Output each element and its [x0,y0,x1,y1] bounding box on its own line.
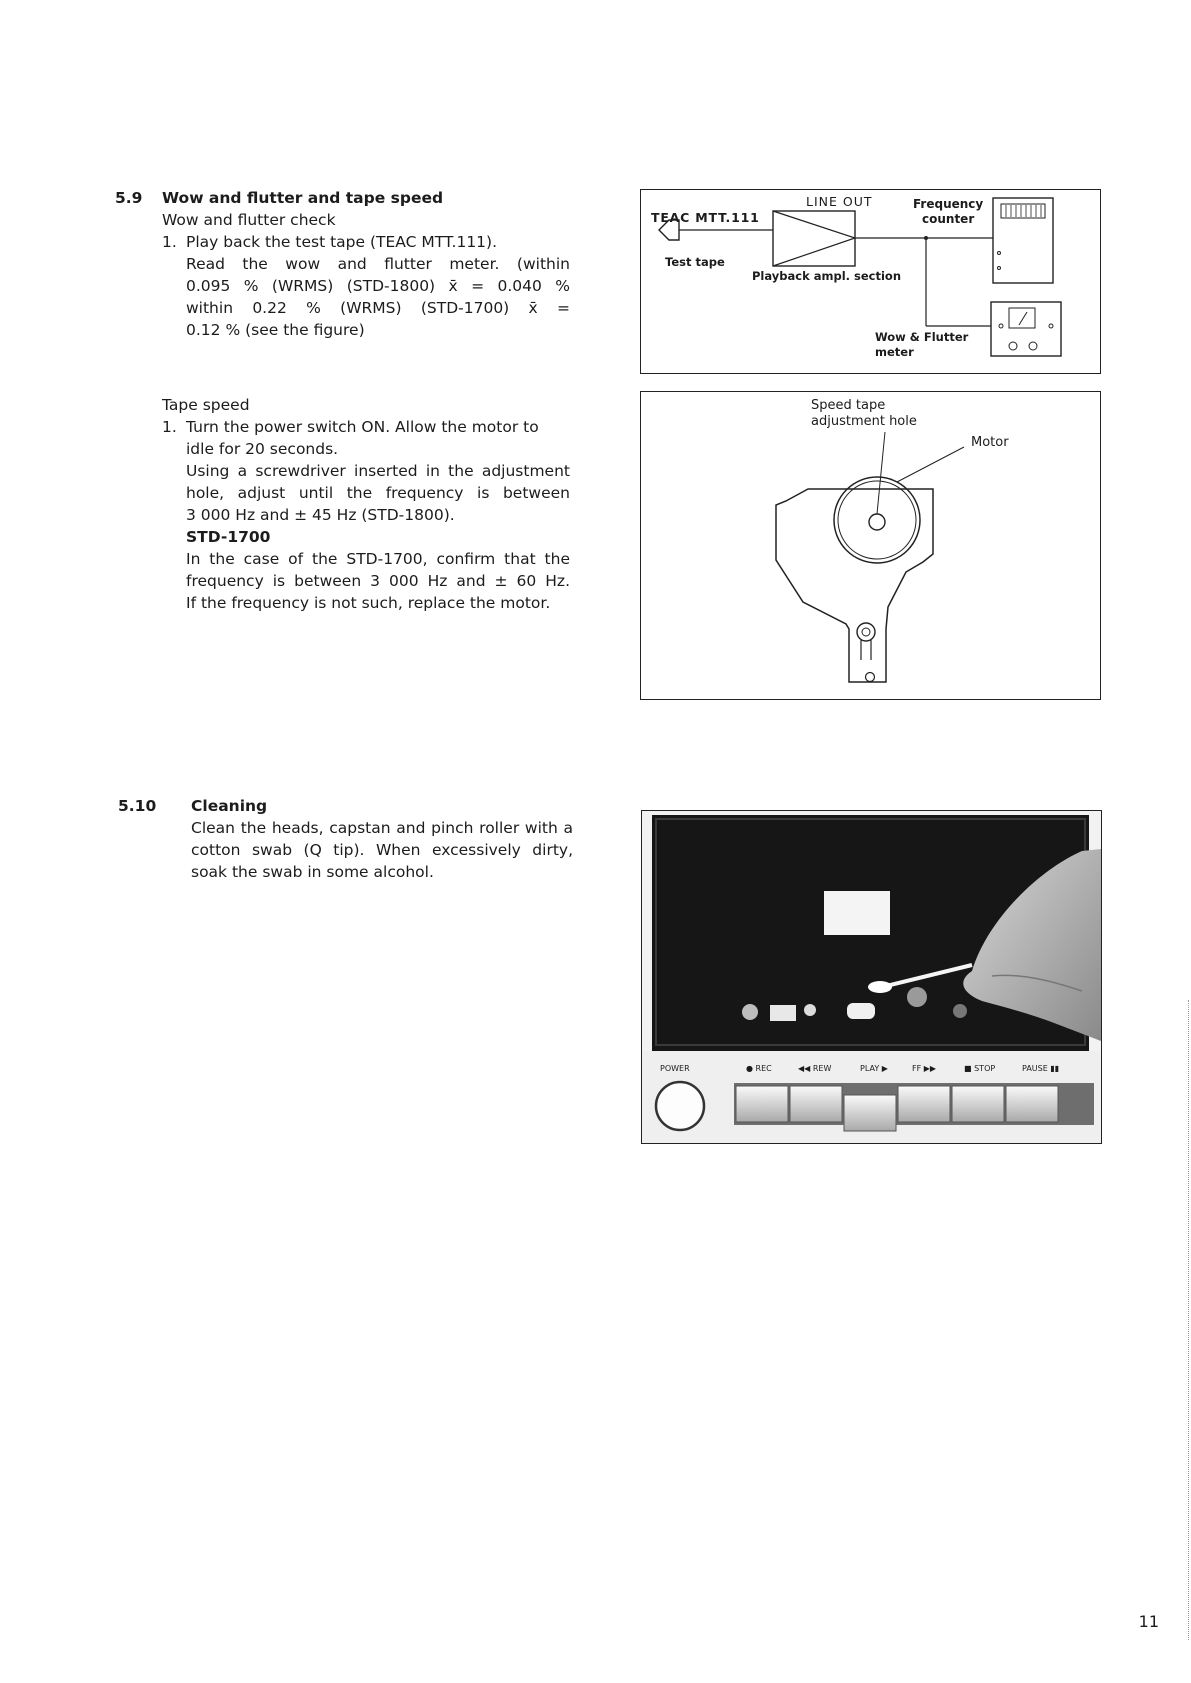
amplifier-block [773,211,855,266]
step-line: hole, adjust until the frequency is between [186,484,570,502]
step-line: idle for 20 seconds. [186,440,339,458]
body-line: soak the swab in some alcohol. [191,863,434,881]
body-line: cotton swab (Q tip). When excessively dirty, [191,841,573,859]
rec-key [736,1086,788,1122]
section-title-cleaning: Cleaning [191,797,268,815]
power-label: POWER [660,1064,690,1073]
step-line: Turn the power switch ON. Allow the motor to [186,418,539,436]
speed-tape-label: Speed tape [811,398,886,413]
counter-label: counter [922,212,975,226]
subtitle-wow-flutter-check: Wow and flutter check [162,211,336,229]
line-out-label: LINE OUT [806,194,873,209]
adjustment-hole-label: adjustment hole [811,414,917,429]
motor-icon [834,477,920,563]
step-line: Read the wow and flutter meter. (within [186,255,570,273]
section-title-wow-flutter: Wow and flutter and tape speed [162,189,444,207]
wow-flutter-diagram [640,189,1101,374]
page-number: 11 [1138,1612,1159,1631]
motor-diagram-svg [641,392,1100,699]
wow-flutter-diagram-svg [641,190,1100,373]
pause-label: PAUSE ▮▮ [1022,1064,1060,1073]
stop-key [952,1086,1004,1122]
step-line: within 0.22 % (WRMS) (STD-1700) x̄ = [186,299,570,317]
teac-label: TEAC MTT.111 [651,210,760,225]
step-number: 1. [162,418,177,436]
wow-flutter-label: Wow & Flutter [875,330,969,344]
stop-label: ■ STOP [964,1064,996,1073]
playback-label: Playback ampl. section [752,269,902,283]
cleaning-photo [641,810,1102,1144]
step-line: In the case of the STD-1700, confirm that the [186,550,570,568]
section-number-5-9: 5.9 [115,189,143,207]
step-line: If the frequency is not such, replace the motor. [186,594,551,612]
amplifier-triangle-icon [773,211,855,266]
pause-key [1006,1086,1058,1122]
scan-edge-line [1188,1000,1190,1640]
motor-bracket-outline [776,489,933,682]
step-line: Play back the test tape (TEAC MTT.111). [186,233,498,251]
model-heading-std-1700: STD-1700 [186,528,271,546]
frequency-counter-icon [993,198,1053,283]
cassette-window [824,891,890,935]
ff-key [898,1086,950,1122]
motor-diagram [640,391,1101,700]
step-line: 3 000 Hz and ± 45 Hz (STD-1800). [186,506,455,524]
step-line: Using a screwdriver inserted in the adjustment [186,462,570,480]
body-line: Clean the heads, capstan and pinch roller with a [191,819,573,837]
step-line: 0.095 % (WRMS) (STD-1800) x̄ = 0.040 % [186,277,570,295]
section-number-5-10: 5.10 [118,797,157,815]
play-key [844,1095,896,1131]
rew-label: ◀◀ REW [798,1064,832,1073]
test-tape-label: Test tape [665,255,725,269]
rew-key [790,1086,842,1122]
power-knob-icon [656,1082,704,1130]
step-number: 1. [162,233,177,251]
frequency-label: Frequency [913,197,984,211]
meter-label: meter [875,345,914,359]
step-line: 0.12 % (see the figure) [186,321,365,339]
tape-speed-heading: Tape speed [162,396,250,414]
ff-label: FF ▶▶ [912,1064,937,1073]
rec-label: ● REC [746,1064,772,1073]
step-line: frequency is between 3 000 Hz and ± 60 Hz. [186,572,570,590]
adjustment-hole-icon [869,514,885,530]
cleaning-photo-svg [642,811,1101,1143]
play-label: PLAY ▶ [860,1064,888,1073]
wow-flutter-meter-icon [991,302,1061,356]
motor-label: Motor [971,435,1009,450]
